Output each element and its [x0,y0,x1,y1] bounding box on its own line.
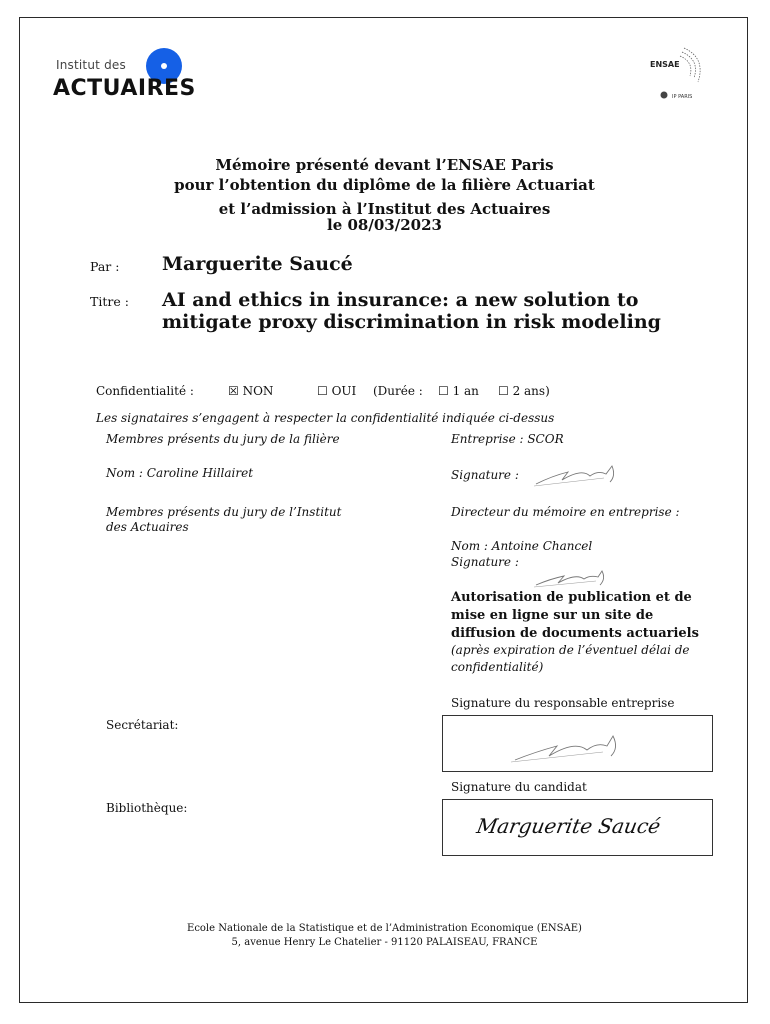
directeur-label: Directeur du mémoire en entreprise : [451,505,680,519]
heading-date: le 08/03/2023 [327,216,442,234]
responsable-signature-icon [509,724,629,766]
signature-label-entreprise: Signature : [451,468,519,482]
autorisation-line-1: Autorisation de publication et de [451,590,692,605]
apres-expiration-line-2: confidentialité) [451,660,544,674]
one-year-checkbox: ☐ 1 an [438,384,479,398]
candidat-signature-box [442,799,713,856]
ip-paris-text: IP PARIS [672,94,693,100]
apres-expiration-line-1: (après expiration de l’éventuel délai de [451,643,690,657]
ensae-text: ENSAE [650,60,680,69]
candidate-signature: Marguerite Saucé [474,814,663,838]
footer-line-1: Ecole Nationale de la Statistique et de l’Administration Economique (ENSAE) [187,923,582,934]
heading-line-3: et l’admission à l’Institut des Actuaires [218,200,551,218]
entreprise-label: Entreprise : SCOR [451,432,564,446]
titre-label: Titre : [90,294,129,309]
autorisation-line-3: diffusion de documents actuariels [451,626,699,641]
thesis-title-line-2: mitigate proxy discrimination in risk modeling [162,311,661,333]
logo-small-text: Institut des [56,58,126,72]
jury-institut-label-2: des Actuaires [106,520,189,534]
heading-line-1: Mémoire présenté devant l’ENSAE Paris [215,156,554,174]
sig-responsable-label: Signature du responsable entreprise [451,696,675,710]
par-label: Par : [90,259,120,274]
jury-nom: Nom : Caroline Hillairet [106,466,254,480]
responsable-signature-box [442,715,713,772]
confidentiality-non-checkbox: ☒ NON [228,384,274,398]
confidentiality-label: Confidentialité : [96,384,194,398]
secretariat-label: Secrétariat: [106,718,179,732]
confidentiality-note: Les signataires s’engagent à respecter la confidentialité indiquée ci-dessus [96,411,555,425]
entreprise-signature-icon [532,452,622,488]
signature-label-directeur: Signature : [451,555,519,569]
sig-candidat-label: Signature du candidat [451,780,587,794]
logo-big-text: ACTUAIRES [53,76,196,101]
jury-filiere-label: Membres présents du jury de la filière [106,432,340,446]
duree-label: (Durée : [373,384,423,398]
ensae-logo [634,44,714,104]
jury-institut-label-1: Membres présents du jury de l’Institut [106,505,342,519]
bibliotheque-label: Bibliothèque: [106,801,188,815]
autorisation-line-2: mise en ligne sur un site de [451,608,654,623]
directeur-signature-icon [532,561,612,589]
footer-line-2: 5, avenue Henry Le Chatelier - 91120 PALAISEAU, FRANCE [231,937,538,948]
two-years-checkbox: ☐ 2 ans) [498,384,550,398]
author-name: Marguerite Saucé [162,253,353,275]
institut-des-actuaires-logo [53,46,236,116]
document-page [19,17,748,1003]
thesis-title-line-1: AI and ethics in insurance: a new solution to [162,289,639,311]
directeur-nom: Nom : Antoine Chancel [451,539,593,553]
heading-line-2: pour l’obtention du diplôme de la filière Actuariat [174,176,595,194]
confidentiality-oui-checkbox: ☐ OUI [317,384,357,398]
